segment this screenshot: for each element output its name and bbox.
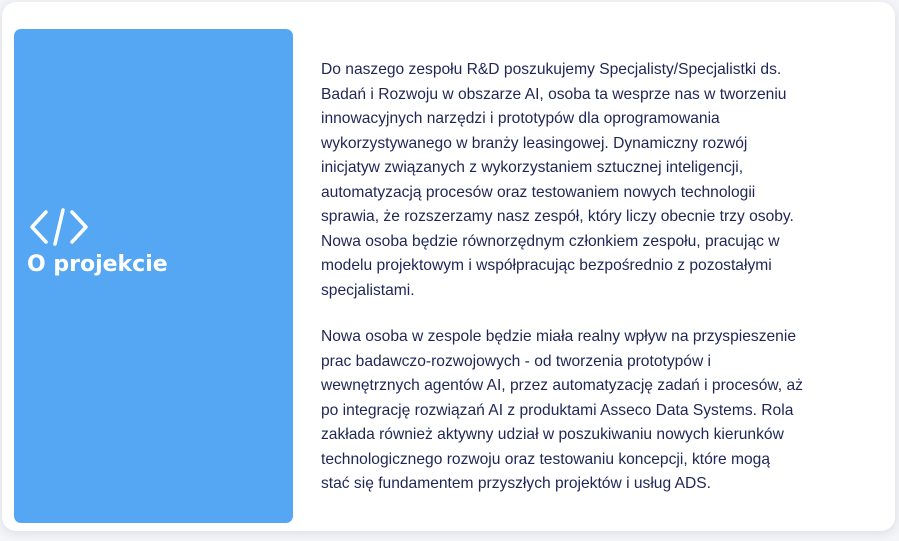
section-title: O projekcie xyxy=(27,252,168,277)
description-paragraph: Do naszego zespołu R&D poszukujemy Specjalisty/Specjalistki ds. Badań i Rozwoju w obszarze AI, osoba ta wesprze nas w tworzeniu innowacyjnych narzędzi i prototypów dla oprogramowania wykorzystywanego w branży leasingowej. Dynamiczny rozwój inicjatyw związanych z wykorzystaniem sztucznej inteligencji, automatyzacją procesów oraz testowaniem nowych technologii sprawia, że rozszerzamy nasz zespół, który liczy obecnie trzy osoby. Nowa osoba będzie równorzędnym członkiem zespołu, pracując w modelu projektowym i współpracując bezpośrednio z pozostałymi specjalistami. xyxy=(321,61,794,299)
description-paragraph: Nowa osoba w zespole będzie miała realny wpływ na przyspieszenie prac badawczo-rozwojowych - od tworzenia prototypów i wewnętrznych agentów AI, przez automatyzację zadań i procesów, aż po integrację rozwiązań AI z produktami Asseco Data Systems. Rola zakłada również aktywny udział w poszukiwaniu nowych kierunków technologicznego rozwoju oraz testowaniu koncepcji, które mogą stać się fundamentem przyszłych projektów i usług ADS. xyxy=(321,328,803,492)
code-brackets-icon xyxy=(28,206,90,248)
project-description xyxy=(321,58,866,497)
